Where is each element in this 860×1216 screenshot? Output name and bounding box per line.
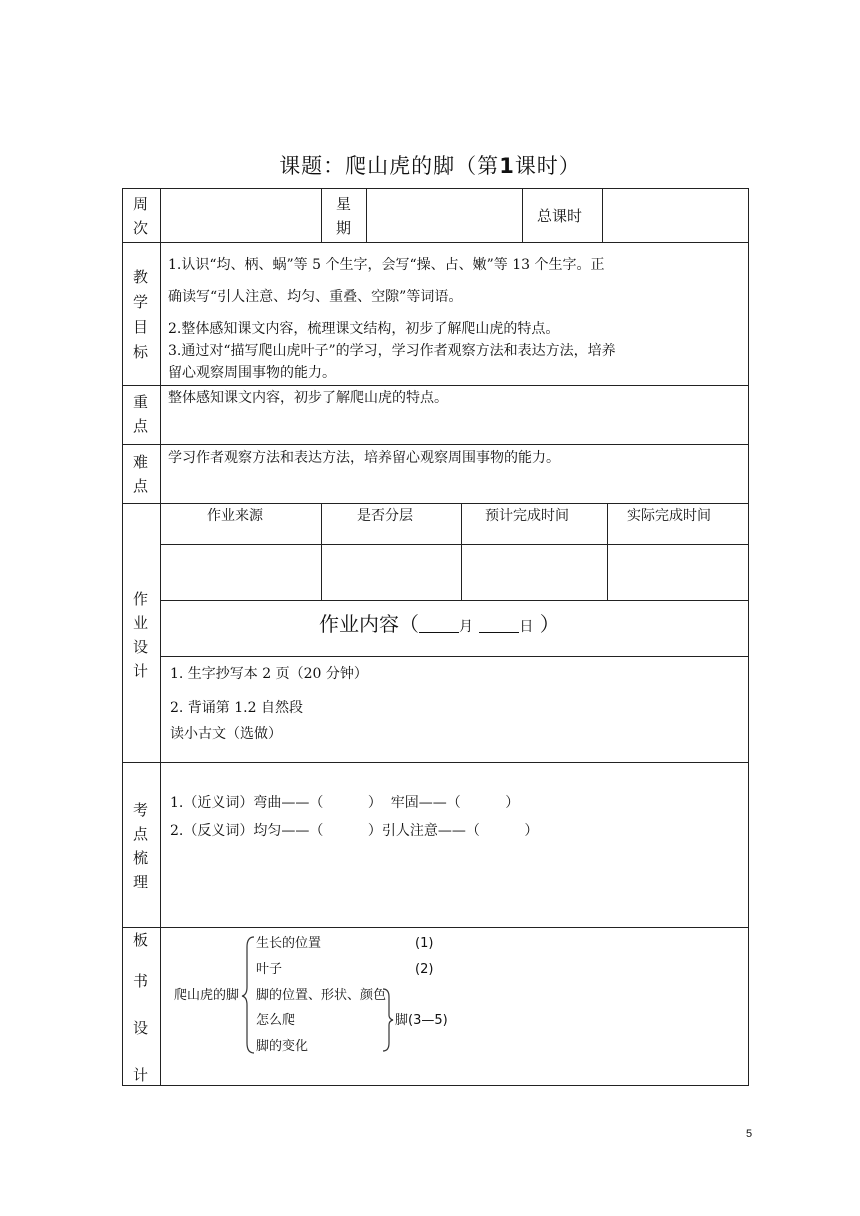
col-divider xyxy=(366,188,367,242)
column-header: 是否分层 xyxy=(357,508,413,524)
board-branch: 脚的变化 xyxy=(256,1039,309,1054)
objectives-label: 学 xyxy=(133,293,149,311)
row-divider xyxy=(122,242,749,243)
homework-item: 2. 背诵第 1.2 自然段 xyxy=(170,700,303,716)
left-brace xyxy=(242,935,256,1055)
month-blank[interactable] xyxy=(419,616,459,633)
table-border-bottom xyxy=(122,1085,749,1086)
col-divider xyxy=(522,188,523,242)
objectives-label: 教 xyxy=(133,268,149,286)
right-brace xyxy=(382,987,394,1053)
homework-label: 计 xyxy=(133,662,149,680)
page-number: 5 xyxy=(746,1128,753,1140)
col-divider xyxy=(602,188,603,242)
review-label: 梳 xyxy=(133,849,149,867)
review-line: 2.（反义词）均匀——（ ）引人注意——（ ） xyxy=(170,823,539,839)
review-line: 1.（近义词）弯曲——（ ） 牢固——（ ） xyxy=(170,795,520,811)
objectives-label: 目 xyxy=(133,318,149,336)
week-label: 次 xyxy=(133,219,149,237)
day-blank[interactable] xyxy=(479,616,519,633)
row-divider xyxy=(122,444,749,445)
col-divider xyxy=(321,503,322,600)
col-divider xyxy=(607,503,608,600)
board-branch: 叶子 xyxy=(256,962,283,977)
objective-text: 2.整体感知课文内容，梳理课文结构，初步了解爬山虎的特点。 xyxy=(168,321,560,337)
weekday-label: 期 xyxy=(336,219,352,237)
table-border-top xyxy=(122,188,749,189)
column-header: 作业来源 xyxy=(207,508,263,524)
table-border-left xyxy=(122,188,123,1086)
board-sub: 脚(3—5) xyxy=(395,1013,448,1028)
column-header: 预计完成时间 xyxy=(485,508,569,524)
difficulty-text: 学习作者观察方法和表达方法，培养留心观察周围事物的能力。 xyxy=(168,450,560,466)
label-column-divider xyxy=(160,188,161,1086)
difficulty-label: 点 xyxy=(133,477,149,495)
key-point-label: 点 xyxy=(133,417,149,435)
board-label: 设 xyxy=(133,1019,149,1037)
board-label: 板 xyxy=(133,931,149,949)
weekday-label: 星 xyxy=(336,195,352,213)
review-label: 理 xyxy=(133,873,149,891)
row-divider xyxy=(122,762,749,763)
objective-text: 留心观察周围事物的能力。 xyxy=(168,365,336,381)
board-root: 爬山虎的脚 xyxy=(174,988,240,1003)
total-hours-label: 总课时 xyxy=(537,207,583,225)
review-label: 点 xyxy=(133,825,149,843)
objective-text: 3.通过对“描写爬山虎叶子”的学习，学习作者观察方法和表达方法，培养 xyxy=(168,343,616,359)
homework-label: 业 xyxy=(133,614,149,632)
week-label: 周 xyxy=(133,195,149,213)
review-label: 考 xyxy=(133,801,149,819)
board-branch: 脚的位置、形状、颜色 xyxy=(256,988,387,1003)
column-header: 实际完成时间 xyxy=(627,508,711,524)
homework-label: 作 xyxy=(133,590,149,608)
row-divider xyxy=(122,927,749,928)
col-divider xyxy=(461,503,462,600)
homework-item: 读小古文（选做） xyxy=(170,726,282,742)
board-number: (2) xyxy=(415,962,434,977)
key-point-label: 重 xyxy=(133,393,149,411)
board-label: 计 xyxy=(133,1066,149,1084)
row-divider xyxy=(122,385,749,386)
row-divider xyxy=(122,503,749,504)
homework-label: 设 xyxy=(133,638,149,656)
objective-text: 1.认识“均、柄、蜗”等 5 个生字，会写“操、占、嫩”等 13 个生字。正 xyxy=(168,257,605,273)
row-divider xyxy=(160,656,749,657)
table-border-right xyxy=(748,188,749,1086)
key-point-text: 整体感知课文内容，初步了解爬山虎的特点。 xyxy=(168,390,448,406)
board-number: (1) xyxy=(415,936,434,951)
board-branch: 生长的位置 xyxy=(256,936,322,951)
homework-content-title: 作业内容（ 月 日 ） xyxy=(319,612,560,636)
board-branch: 怎么爬 xyxy=(256,1013,296,1028)
page-title: 课题：爬山虎的脚（第1课时） xyxy=(279,154,581,178)
col-divider xyxy=(321,188,322,242)
difficulty-label: 难 xyxy=(133,453,149,471)
board-label: 书 xyxy=(133,972,149,990)
objective-text: 确读写“引人注意、均匀、重叠、空隙”等词语。 xyxy=(168,289,463,305)
row-divider xyxy=(160,544,749,545)
objectives-label: 标 xyxy=(133,343,149,361)
row-divider xyxy=(160,600,749,601)
homework-item: 1. 生字抄写本 2 页（20 分钟） xyxy=(170,666,368,682)
